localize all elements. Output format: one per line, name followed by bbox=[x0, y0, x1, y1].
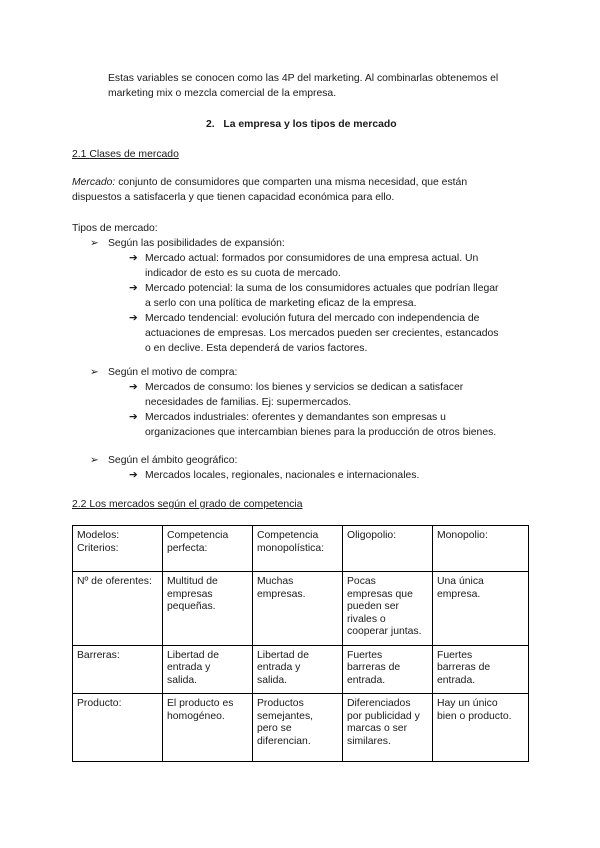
cell-line: Muchas bbox=[257, 576, 294, 587]
table-cell bbox=[163, 645, 253, 694]
cell-line: homogéneo. bbox=[167, 710, 225, 722]
cell-line: salida. bbox=[167, 674, 198, 686]
cell-line: empresas que bbox=[347, 588, 413, 600]
cell-line: Diferenciados bbox=[347, 698, 411, 709]
cell-line: pero se bbox=[257, 723, 292, 734]
intro-line: Estas variables se conocen como las 4P del marketing. Al combinarlas obtenemos el bbox=[108, 73, 499, 84]
list-item bbox=[129, 311, 499, 356]
cell-line: Modelos: bbox=[77, 530, 120, 541]
cell-line: Competencia bbox=[257, 530, 319, 541]
list-item bbox=[129, 468, 420, 483]
bullet-icon: ➢ bbox=[90, 367, 99, 378]
cell-line: empresa. bbox=[437, 588, 481, 600]
table-cell bbox=[433, 526, 529, 572]
cell-line: semejantes, bbox=[257, 710, 314, 722]
cell-line: Oligopolio: bbox=[347, 530, 397, 541]
arrow-icon: ➔ bbox=[129, 382, 138, 393]
table-cell bbox=[343, 572, 433, 646]
cell-line: entrada. bbox=[347, 674, 386, 686]
group-label: Según el ámbito geográfico: bbox=[108, 455, 238, 466]
cell-line: barreras de bbox=[347, 662, 401, 673]
subsection-number: 2.1 bbox=[72, 149, 87, 160]
table-cell bbox=[433, 572, 529, 646]
cell-line: pequeñas. bbox=[167, 601, 216, 612]
cell-line: Libertad de bbox=[167, 649, 219, 661]
item-line: Mercados industriales: oferentes y demandantes son empresas u bbox=[145, 412, 446, 423]
arrow-icon: ➔ bbox=[129, 283, 138, 294]
arrow-icon: ➔ bbox=[129, 253, 138, 264]
table-row bbox=[73, 645, 529, 694]
table-cell bbox=[73, 572, 163, 646]
table-cell bbox=[73, 645, 163, 694]
list-item bbox=[129, 380, 464, 410]
item-line: Mercado tendencial: evolución futura del mercado con independencia de bbox=[145, 313, 480, 324]
cell-line: Fuertes bbox=[437, 649, 473, 661]
subsection-number: 2.2 bbox=[72, 499, 87, 510]
item-line: actuaciones de empresas. Los mercados pueden ser crecientes, estancados bbox=[145, 328, 499, 339]
table-cell bbox=[253, 694, 343, 762]
cell-line: Una única bbox=[437, 576, 484, 587]
table-cell bbox=[163, 694, 253, 762]
table-cell bbox=[343, 694, 433, 762]
item-line: Mercado actual: formados por consumidores de una empresa actual. Un bbox=[145, 253, 479, 264]
cell-line: Competencia bbox=[167, 530, 229, 541]
cell-line: Multitud de bbox=[167, 576, 218, 587]
section-title: La empresa y los tipos de mercado bbox=[223, 119, 397, 130]
cell-line: Producto: bbox=[77, 698, 122, 709]
cell-line: barreras de bbox=[437, 662, 491, 673]
item-line: o en declive. Esta dependerá de varios factores. bbox=[145, 343, 368, 354]
cell-line: Pocas bbox=[347, 576, 376, 587]
cell-line: entrada y bbox=[257, 662, 301, 673]
cell-line: Libertad de bbox=[257, 649, 309, 661]
item-line: a serlo con una política de marketing eficaz de la empresa. bbox=[145, 298, 417, 309]
table-cell bbox=[73, 526, 163, 572]
section-number: 2. bbox=[206, 119, 215, 130]
cell-line: Fuertes bbox=[347, 649, 383, 661]
cell-line: similares. bbox=[347, 735, 391, 747]
table-row bbox=[73, 572, 529, 646]
cell-line: El producto es bbox=[167, 698, 234, 709]
arrow-icon: ➔ bbox=[129, 313, 138, 324]
list-item bbox=[90, 453, 237, 468]
cell-line: pueden ser bbox=[347, 601, 399, 612]
table-cell bbox=[433, 694, 529, 762]
definition-line: dispuestos a satisfacerla y que tienen capacidad económica para ello. bbox=[72, 192, 395, 203]
definition-paragraph bbox=[72, 175, 467, 205]
definition-line bbox=[72, 175, 467, 190]
intro-line: marketing mix o mezcla comercial de la empresa. bbox=[108, 88, 337, 99]
subsection-title: Clases de mercado bbox=[89, 149, 179, 160]
cell-line: Productos bbox=[257, 698, 304, 709]
table-cell bbox=[343, 645, 433, 694]
table-row bbox=[73, 694, 529, 762]
cell-line: rivales o bbox=[347, 613, 386, 625]
table-cell bbox=[253, 526, 343, 572]
cell-line: Barreras: bbox=[77, 649, 120, 661]
table-row bbox=[73, 526, 529, 572]
item-line: organizaciones que intercambian bienes para la producción de otros bienes. bbox=[145, 427, 497, 438]
bullet-icon: ➢ bbox=[90, 455, 99, 466]
item-line: Mercados locales, regionales, nacionales e internacionales. bbox=[145, 470, 420, 481]
cell-line: cooperar juntas. bbox=[347, 626, 422, 637]
cell-line: entrada y bbox=[167, 662, 211, 673]
group-label: Según las posibilidades de expansión: bbox=[108, 238, 285, 249]
table-cell bbox=[253, 645, 343, 694]
table-cell bbox=[73, 694, 163, 762]
list-item bbox=[129, 251, 479, 281]
cell-line: salida. bbox=[257, 674, 288, 686]
competition-table bbox=[72, 525, 529, 762]
cell-line: diferencian. bbox=[257, 735, 311, 747]
cell-line: marcas o ser bbox=[347, 723, 408, 734]
item-line: necesidades de familias. Ej: supermercados. bbox=[145, 397, 352, 408]
item-line: Mercado potencial: la suma de los consumidores actuales que podrían llegar bbox=[145, 283, 499, 294]
subsection-title: Los mercados según el grado de competencia bbox=[89, 499, 303, 510]
definition-text: conjunto de consumidores que comparten una misma necesidad, que están bbox=[115, 177, 468, 188]
intro-paragraph bbox=[108, 71, 498, 101]
list-item bbox=[90, 236, 285, 251]
arrow-icon: ➔ bbox=[129, 470, 138, 481]
cell-line: Monopolio: bbox=[437, 530, 488, 541]
cell-line: Nº de oferentes: bbox=[77, 576, 152, 587]
cell-line: monopolística: bbox=[257, 542, 324, 554]
subsection-heading bbox=[72, 497, 302, 512]
group-label: Según el motivo de compra: bbox=[108, 367, 238, 378]
list-item bbox=[129, 281, 499, 311]
list-item bbox=[90, 365, 237, 380]
table-cell bbox=[163, 526, 253, 572]
table-cell bbox=[433, 645, 529, 694]
cell-line: empresas. bbox=[257, 588, 306, 600]
cell-line: perfecta: bbox=[167, 542, 208, 554]
cell-line: entrada. bbox=[437, 674, 476, 686]
bullet-icon: ➢ bbox=[90, 238, 99, 249]
cell-line: Criterios: bbox=[77, 542, 119, 554]
subsection-heading bbox=[72, 147, 179, 162]
arrow-icon: ➔ bbox=[129, 412, 138, 423]
table-cell bbox=[253, 572, 343, 646]
table-cell bbox=[343, 526, 433, 572]
cell-line: por publicidad y bbox=[347, 710, 420, 722]
item-line: indicador de esto es su cuota de mercado. bbox=[145, 268, 341, 279]
cell-line: Hay un único bbox=[437, 698, 498, 709]
cell-line: bien o producto. bbox=[437, 710, 512, 722]
definition-term: Mercado: bbox=[72, 177, 116, 188]
cell-line: empresas bbox=[167, 588, 213, 600]
table-cell bbox=[163, 572, 253, 646]
types-heading: Tipos de mercado: bbox=[72, 223, 158, 234]
section-heading bbox=[206, 117, 397, 132]
item-line: Mercados de consumo: los bienes y servicios se dedican a satisfacer bbox=[145, 382, 464, 393]
list-item bbox=[129, 410, 497, 440]
